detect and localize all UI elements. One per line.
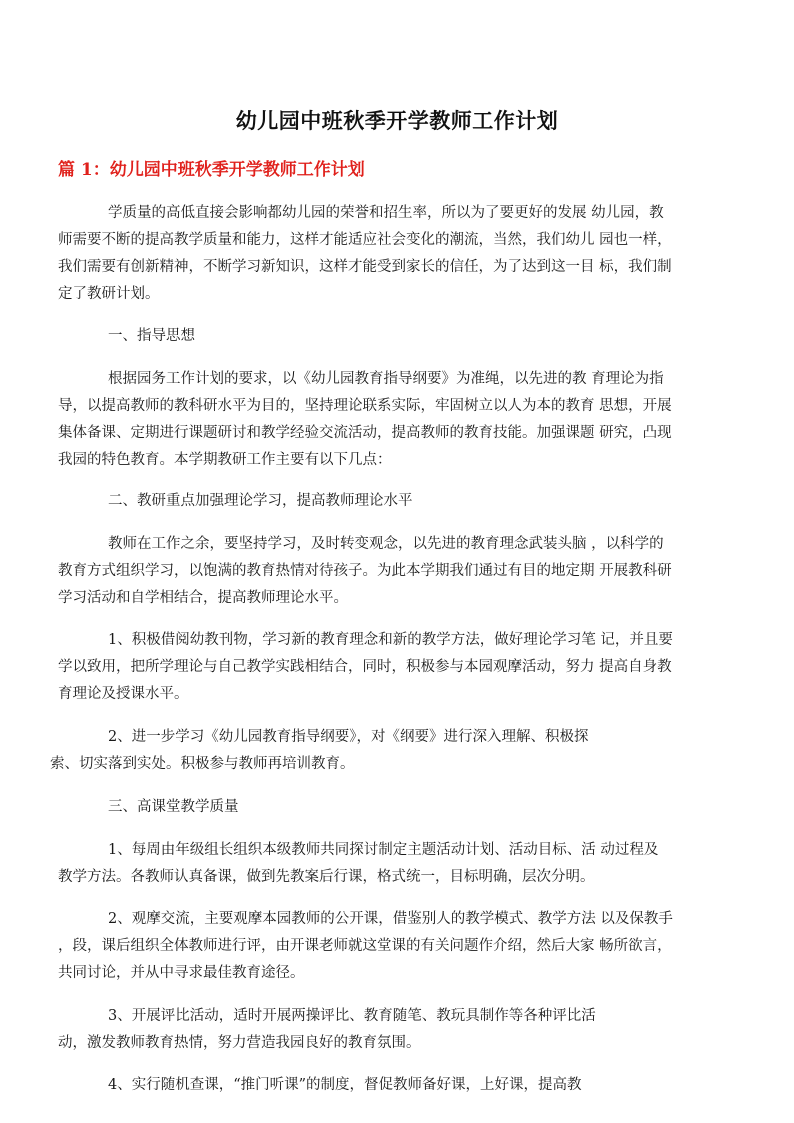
heading-guiding-thought: 一、指导思想 bbox=[108, 328, 195, 344]
text-line: 索、切实落到实处。积极参与教师再培训教育。 bbox=[50, 756, 355, 772]
text-line: 我园的特色教育。本学期教研工作主要有以下几点： bbox=[58, 452, 392, 468]
text-line: 教学方法。各教师认真备课，做到先教案后行课，格式统一，目标明确，层次分明。 bbox=[58, 869, 595, 885]
section-heading: 篇 1：幼儿园中班秋季开学教师工作计划 bbox=[58, 160, 365, 180]
document-title: 幼儿园中班秋季开学教师工作计划 bbox=[235, 108, 559, 133]
text-line: 根据园务工作计划的要求，以《幼儿园教育指导纲要》为准绳，以先进的教 育理论为指 bbox=[108, 371, 664, 387]
paragraph-weekly-planning bbox=[58, 837, 738, 891]
paragraph-observation bbox=[58, 906, 738, 987]
text-line: 师需要不断的提高教学质量和能力，这样才能适应社会变化的潮流，当然，我们幼儿 园也一样， bbox=[58, 232, 672, 248]
text-line: 集体备课、定期进行课题研讨和教学经验交流活动，提高教师的教育技能。加强课题 研究，凸现 bbox=[58, 425, 672, 441]
text-line: 共同讨论，并从中寻求最佳教育途径。 bbox=[58, 965, 305, 981]
paragraph-item-1 bbox=[58, 627, 738, 708]
text-line: 3、开展评比活动，适时开展两操评比、教育随笔、教玩具制作等各种评比活 bbox=[108, 1008, 596, 1024]
text-line: 我们需要有创新精神，不断学习新知识，这样才能受到家长的信任，为了达到这一目 标，我们制 bbox=[58, 259, 672, 275]
paragraph-theory bbox=[58, 531, 738, 612]
text-line: 2、观摩交流，主要观摩本园教师的公开课，借鉴别人的教学模式、教学方法 以及保教手 bbox=[108, 911, 673, 927]
text-line: 2、进一步学习《幼儿园教育指导纲要》，对《纲要》进行深入理解、积极探 bbox=[108, 729, 589, 745]
text-line: ，段，课后组织全体教师进行评，由开课老师就这堂课的有关问题作介绍，然后大家 畅所欲言， bbox=[58, 938, 672, 954]
paragraph-item-2 bbox=[50, 724, 738, 778]
text-line: 导，以提高教师的教科研水平为目的，坚持理论联系实际，牢固树立以人为本的教育 思想，开展 bbox=[58, 398, 672, 414]
text-line: 1、积极借阅幼教刊物，学习新的教育理念和新的教学方法，做好理论学习笔 记，并且要 bbox=[108, 632, 673, 648]
text-line: 动，激发教师教育热情，努力营造我园良好的教育氛围。 bbox=[58, 1035, 421, 1051]
text-line: 4、实行随机查课，“推门听课”的制度，督促教师备好课，上好课，提高教 bbox=[108, 1077, 582, 1093]
paragraph-guiding bbox=[58, 366, 738, 474]
text-line: 定了教研计划。 bbox=[58, 286, 160, 302]
paragraph-random-check bbox=[58, 1072, 738, 1099]
heading-theory-study: 二、教研重点加强理论学习，提高教师理论水平 bbox=[108, 493, 413, 509]
text-line: 1、每周由年级组长组织本级教师共同探讨制定主题活动计划、活动目标、活 动过程及 bbox=[108, 842, 659, 858]
text-line: 教师在工作之余，要坚持学习，及时转变观念，以先进的教育理念武装头脑 ，以科学的 bbox=[108, 536, 664, 552]
text-line: 学以致用，把所学理论与自己教学实践相结合，同时，积极参与本园观摩活动，努力 提高自身教 bbox=[58, 659, 672, 675]
heading-teaching-quality: 三、高课堂教学质量 bbox=[108, 799, 239, 815]
text-line: 教育方式组织学习，以饱满的教育热情对待孩子。为此本学期我们通过有目的地定期 开展教科研 bbox=[58, 563, 672, 579]
paragraph-intro bbox=[58, 200, 738, 308]
paragraph-evaluation bbox=[58, 1003, 738, 1057]
text-line: 学质量的高低直接会影响都幼儿园的荣誉和招生率，所以为了要更好的发展 幼儿园，教 bbox=[108, 205, 664, 221]
text-line: 学习活动和自学相结合，提高教师理论水平。 bbox=[58, 590, 348, 606]
text-line: 育理论及授课水平。 bbox=[58, 686, 189, 702]
